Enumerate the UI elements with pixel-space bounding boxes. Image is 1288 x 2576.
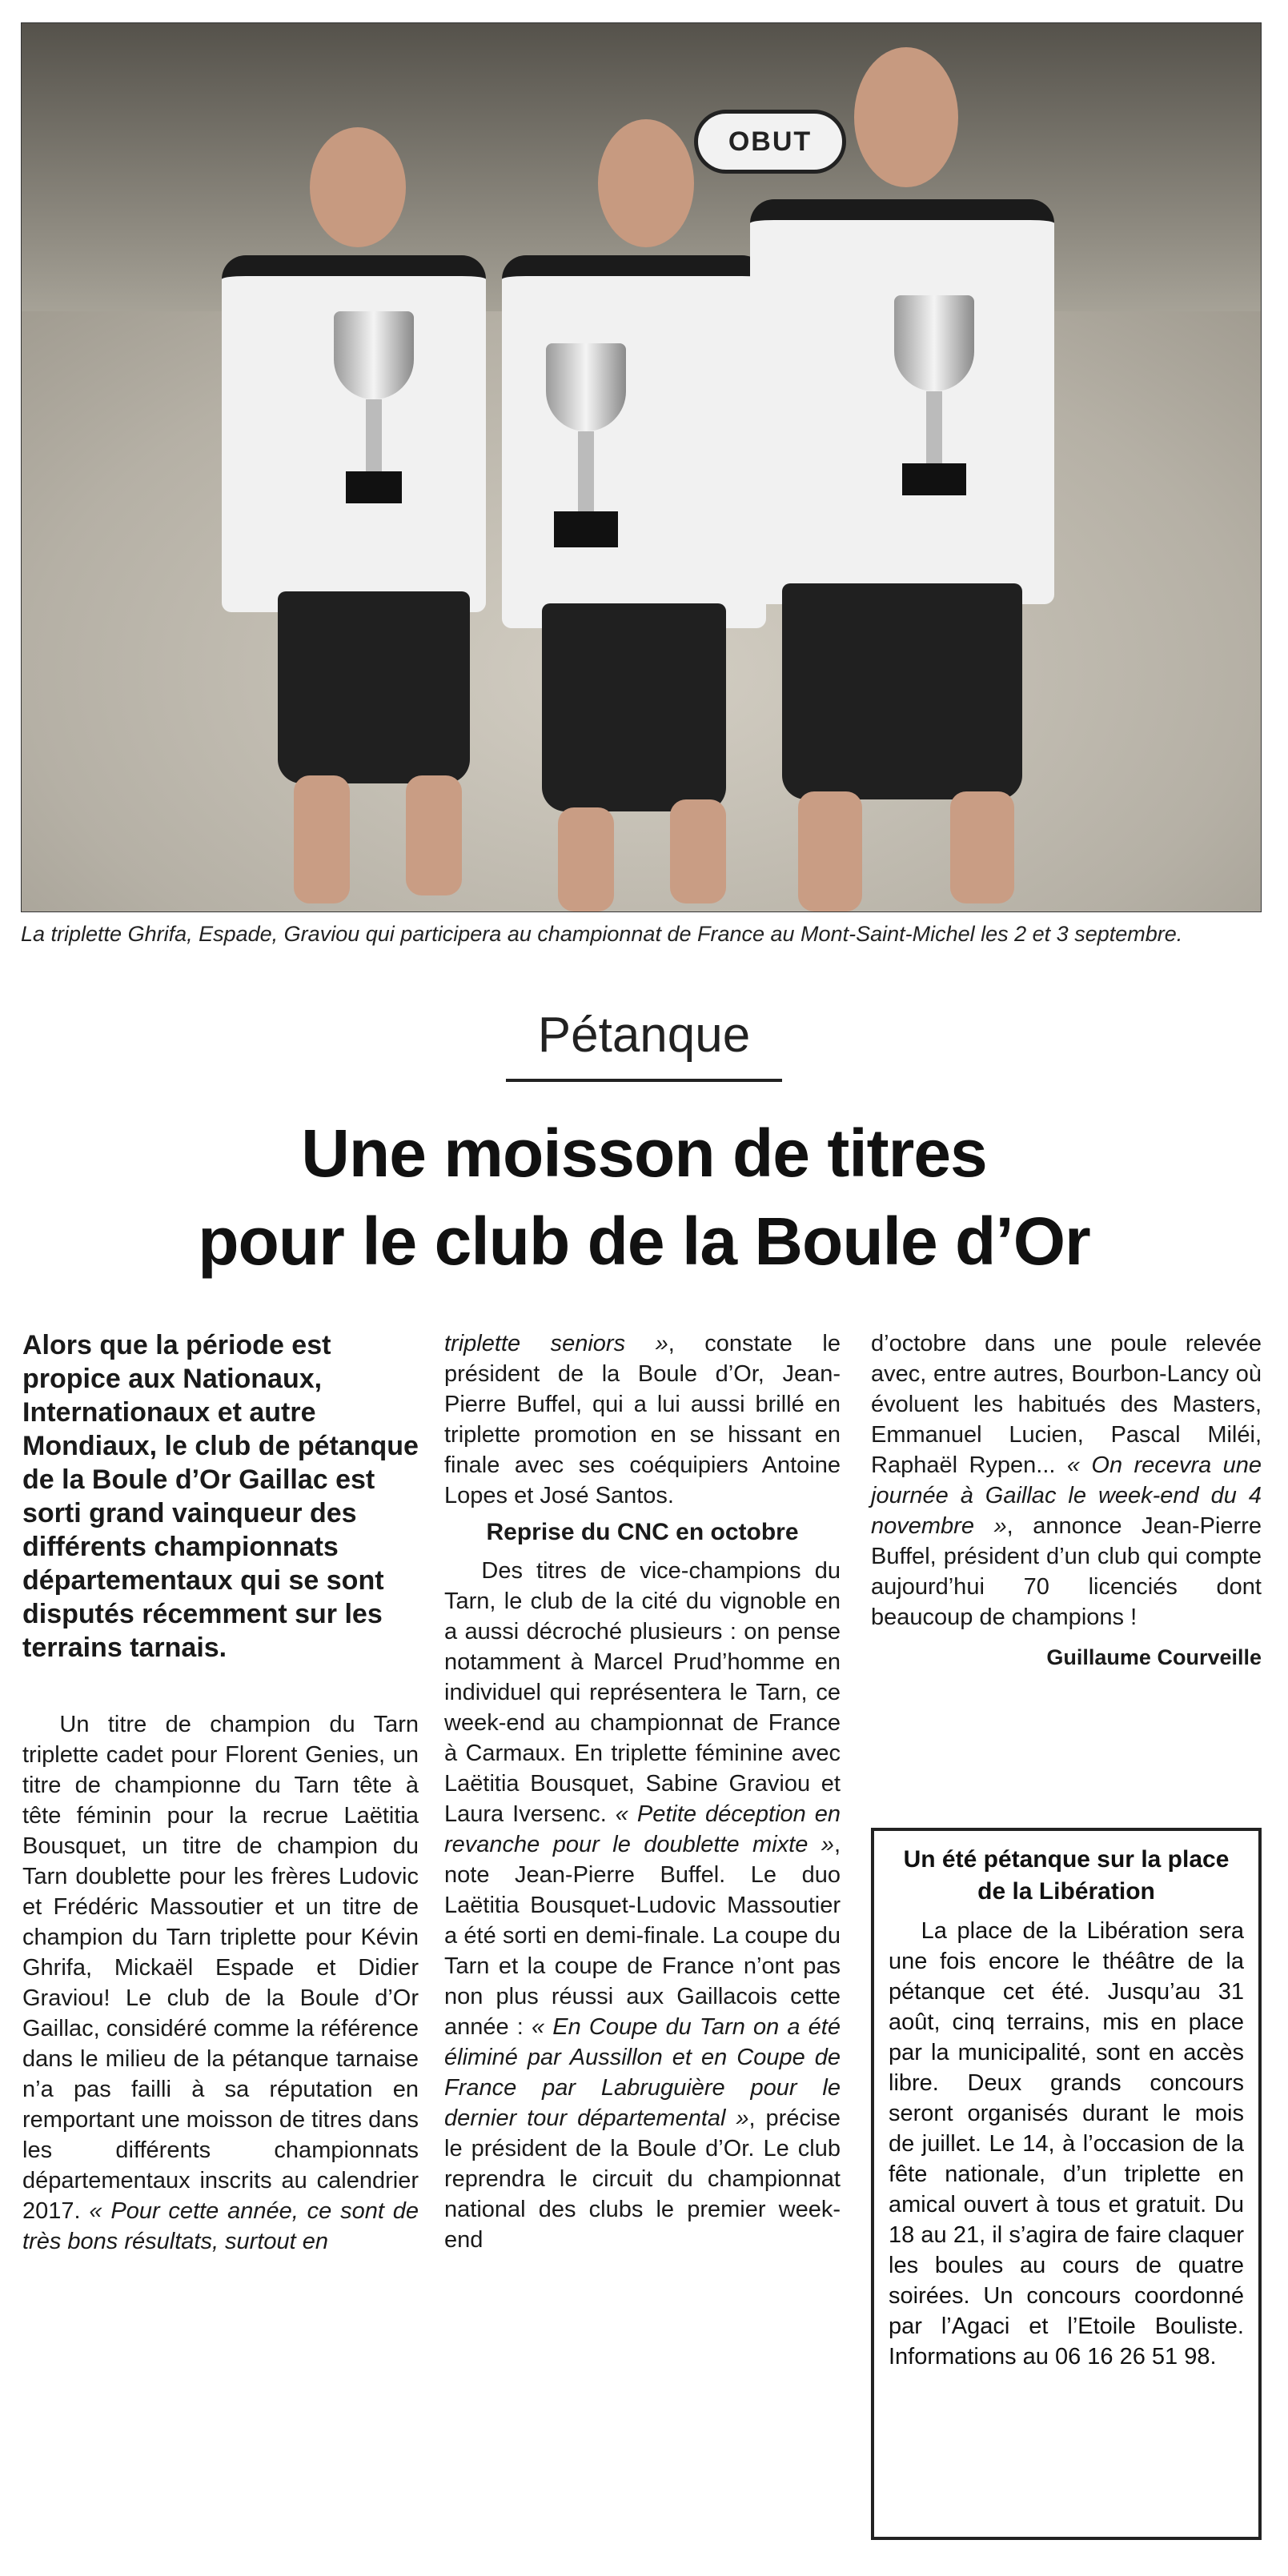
article-photo	[21, 22, 1262, 912]
headline-line-2: pour le club de la Boule d’Or	[198, 1204, 1090, 1279]
headline-line-1: Une moisson de titres	[301, 1116, 987, 1191]
body-paragraph-1: Un titre de champion du Tarn triplette cadet pour Florent Genies, un titre de championne du Tarn tête à tête féminin pour la recrue Laëtitia Bousquet, un titre de champion du Tarn doublette pour les frères Ludovic et Frédéric Massoutier et un titre de champion du Tarn triplette pour Kévin Ghrifa, Mickaël Espade et Didier Graviou! Le club de la Boule d’Or Gaillac, considéré comme la référence dans le milieu de la pétanque tarnaise n’a pas failli à sa réputation en remportant une moisson de titres dans les différents championnats départementaux inscrits au calendrier 2017. « Pour cette année, ce sont de très bons résultats, surtout en	[22, 1712, 419, 2254]
body-paragraph-3: d’octobre dans une poule relevée avec, entre autres, Bourbon-Lancy où évoluent les habitués des Masters, Emmanuel Lucien, Pascal Miléi, Raphaël Rypen... « On recevra une journée à Gaillac le week-end du 4 novembre », annonce Jean-Pierre Buffel, président d’un club qui compte aujourd’hui 70 licenciés dont beaucoup de champions !	[871, 1331, 1262, 1630]
sidebar-box	[871, 1828, 1262, 2540]
player-left	[206, 111, 510, 911]
column-2	[444, 1328, 841, 2255]
column-3	[871, 1328, 1262, 1673]
body-paragraph-1-cont: triplette seniors », constate le président de la Boule d’Or, Jean-Pierre Buffel, qui a lui aussi brillé en triplette promotion en se hissant en finale avec ses coéquipiers Antoine Lopes et José Santos.	[444, 1331, 841, 1508]
author-signature: Guillaume Courveille	[1046, 1645, 1262, 1669]
trophy-middle	[546, 343, 626, 551]
lead-paragraph: Alors que la période est propice aux Nationaux, Internationaux et autre Mondiaux, le club de pétanque de la Boule d’Or Gaillac est sorti grand vainqueur des différents championnats départementaux qui se sont disputés récemment sur les terrains tarnais.	[22, 1330, 419, 1663]
headline	[0, 1109, 1288, 1285]
sidebar-title: Un été pétanque sur la place de la Libération	[903, 1846, 1230, 1905]
sidebar-text: La place de la Libération sera une fois encore le théâtre de la pétanque cet été. Jusqu’au 31 août, cinq terrains, mis en place par la municipalité, sont en accès libre. Deux grands concours seront organisés durant le mois de juillet. Le 14, à l’occasion de la fête nationale, d’un triplette en amical ouvert à tous et gratuit. Du 18 au 21, il s’agira de faire claquer les boules au cours de quatre soirées. Un concours coordonné par l’Agaci et l’Etoile Bouliste. Informations au 06 16 26 51 98.	[889, 1918, 1244, 2370]
photo-caption: La triplette Ghrifa, Espade, Graviou qui participera au championnat de France au Mont-Saint-Michel les 2 et 3 septembre.	[21, 922, 1183, 946]
quote-start: « Pour cette année, ce sont de très bons résultats, surtout en	[22, 2198, 419, 2254]
section-kicker: Pétanque	[537, 1008, 751, 1063]
trophy-right	[894, 295, 974, 503]
column-1	[22, 1328, 419, 2257]
subhead-cnc: Reprise du CNC en octobre	[486, 1519, 799, 1545]
obut-sign: OBUT	[694, 110, 846, 174]
body-paragraph-2: Des titres de vice-champions du Tarn, le club de la cité du vignoble en a aussi décroché plusieurs : on pense notamment à Marcel Prud’homme en individuel qui représentera le Tarn, ce week-end au championnat de France à Carmaux. En triplette féminine avec Laëtitia Bousquet, Sabine Graviou et Laura Iversenc. « Petite déception en revanche pour le doublette mixte », note Jean-Pierre Buffel. Le duo Laëtitia Bousquet-Ludovic Massoutier a été sorti en demi-finale. La coupe du Tarn et la coupe de France n’ont pas non plus réussi aux Gaillacois cette année : « En Coupe du Tarn on a été éliminé par Aussillon et en Coupe de France par Labruguière pour le dernier tour départemental », précise le président de la Boule d’Or. Le club reprendra le circuit du championnat national des clubs le premier week-end	[444, 1558, 841, 2253]
trophy-left	[334, 311, 414, 511]
kicker-underline	[506, 1079, 782, 1082]
